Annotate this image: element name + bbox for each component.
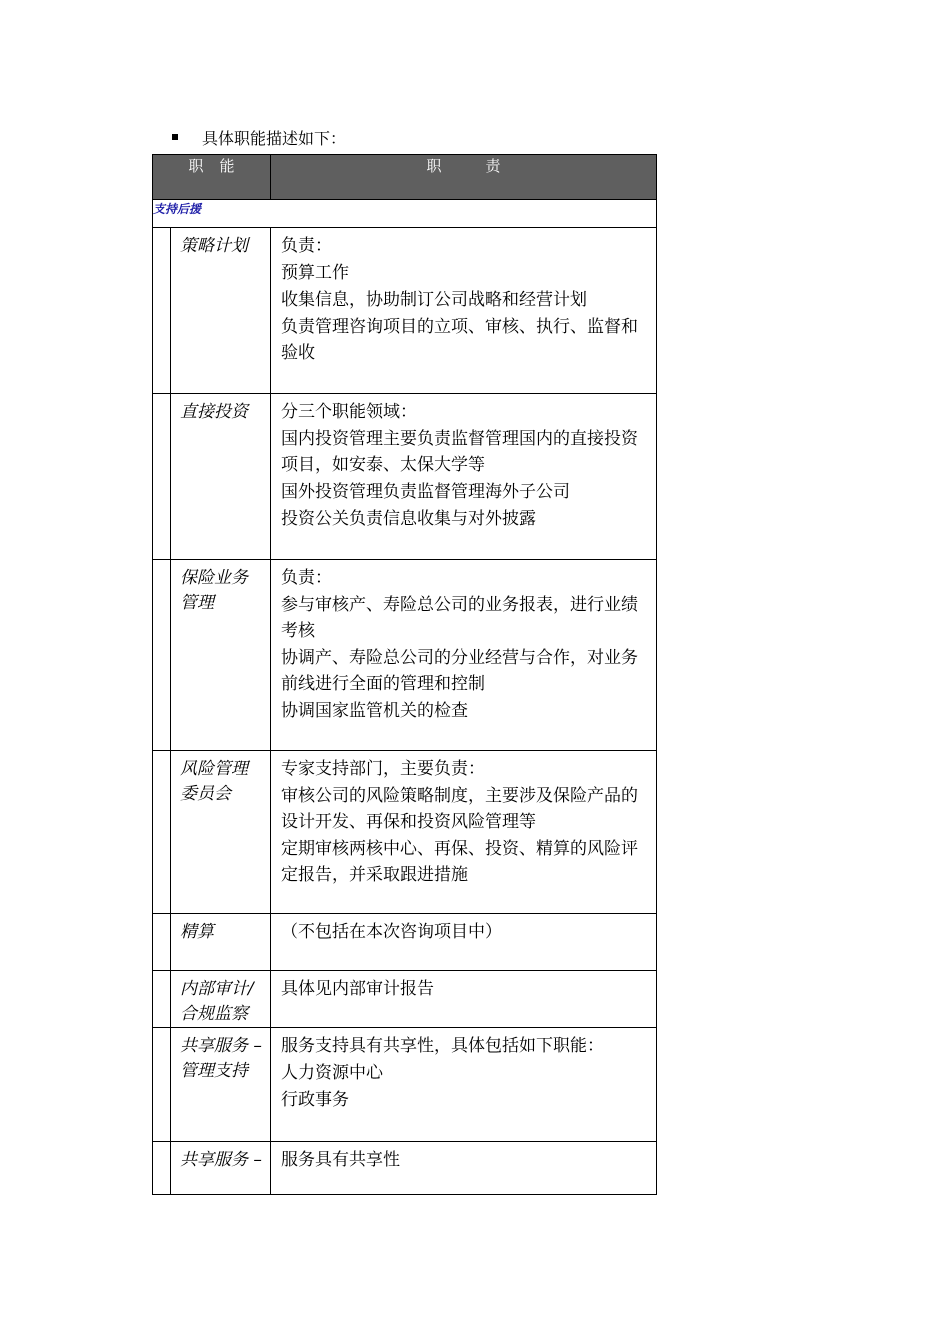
indent-cell: [153, 394, 171, 560]
duty-line: 人力资源中心: [281, 1063, 384, 1083]
duty-cell: [271, 914, 657, 971]
duty-line: 投资公关负责信息收集与对外披露: [281, 509, 537, 529]
table-header: [153, 155, 657, 200]
duty-line: （不包括在本次咨询项目中）: [281, 922, 503, 942]
duty-line: 具体见内部审计报告: [281, 979, 435, 999]
duty-line: 预算工作: [281, 263, 350, 283]
duty-cell: [271, 228, 657, 394]
duty-line: 收集信息，协助制订公司战略和经营计划: [281, 290, 588, 310]
section-label: 支持后援: [153, 200, 657, 228]
function-name: 风险管理委员会: [171, 751, 271, 914]
duty-line: 国内投资管理主要负责监督管理国内的直接投资项目，如安泰、太保大学等: [281, 429, 639, 475]
table-row: [153, 971, 657, 1028]
duty-line: 负责管理咨询项目的立项、审核、执行、监督和验收: [281, 317, 639, 363]
intro-text: 具体职能描述如下：: [202, 128, 347, 148]
function-name: 共享服务 –: [171, 1142, 271, 1195]
function-name: 保险业务管理: [171, 560, 271, 751]
duty-line: 服务具有共享性: [281, 1150, 401, 1170]
table-row: [153, 751, 657, 914]
duty-line: 国外投资管理负责监督管理海外子公司: [281, 482, 571, 502]
indent-cell: [153, 971, 171, 1028]
intro-line: [172, 126, 346, 148]
duty-line: 分三个职能领域：: [281, 402, 418, 422]
header-responsibility: 职责: [271, 155, 657, 200]
duty-cell: [271, 751, 657, 914]
indent-cell: [153, 914, 171, 971]
indent-cell: [153, 1142, 171, 1195]
duty-cell: [271, 971, 657, 1028]
duty-line: 协调产、寿险总公司的分业经营与合作，对业务前线进行全面的管理和控制: [281, 648, 639, 694]
duty-line: 定期审核两核中心、再保、投资、精算的风险评定报告，并采取跟进措施: [281, 839, 639, 885]
function-name: 策略计划: [171, 228, 271, 394]
duty-line: 服务支持具有共享性，具体包括如下职能：: [281, 1036, 605, 1056]
table-row: [153, 394, 657, 560]
indent-cell: [153, 560, 171, 751]
table-row: [153, 560, 657, 751]
function-name: 直接投资: [171, 394, 271, 560]
function-table: [152, 154, 657, 1195]
duty-line: 审核公司的风险策略制度，主要涉及保险产品的设计开发、再保和投资风险管理等: [281, 786, 639, 832]
table-row: [153, 1142, 657, 1195]
duty-cell: [271, 1028, 657, 1142]
duty-cell: [271, 560, 657, 751]
indent-cell: [153, 1028, 171, 1142]
indent-cell: [153, 228, 171, 394]
table-row: [153, 1028, 657, 1142]
function-name: 共享服务 – 管理支持: [171, 1028, 271, 1142]
duty-line: 协调国家监管机关的检查: [281, 701, 469, 721]
duty-line: 负责：: [281, 236, 333, 256]
duty-line: 专家支持部门，主要负责：: [281, 759, 486, 779]
function-name: 精算: [171, 914, 271, 971]
duty-line: 参与审核产、寿险总公司的业务报表，进行业绩考核: [281, 595, 639, 641]
header-function: 职能: [153, 155, 271, 200]
table-row: [153, 228, 657, 394]
duty-cell: [271, 394, 657, 560]
duty-line: 负责：: [281, 568, 333, 588]
table-row: [153, 914, 657, 971]
section-row: [153, 200, 657, 228]
duty-cell: [271, 1142, 657, 1195]
indent-cell: [153, 751, 171, 914]
square-bullet-icon: [172, 134, 178, 140]
function-name: 内部审计/合规监察: [171, 971, 271, 1028]
duty-line: 行政事务: [281, 1090, 350, 1110]
